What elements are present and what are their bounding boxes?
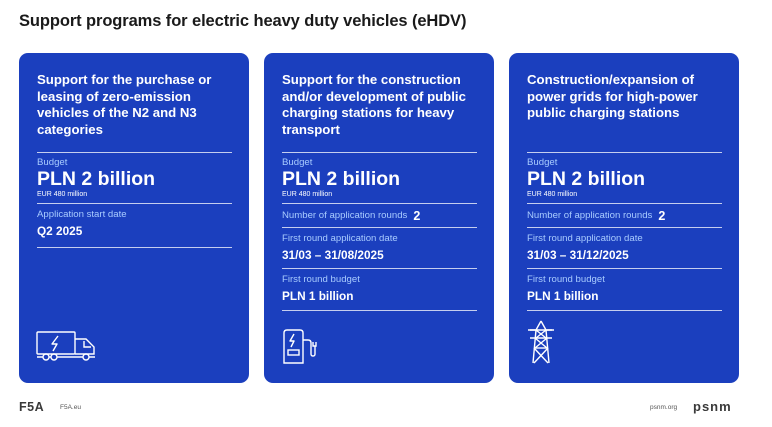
- budget-value: PLN 2 billion: [527, 168, 646, 190]
- first-round-budget-section: [527, 269, 722, 310]
- first-round-date-label: First round application date: [527, 233, 643, 244]
- budget-label: Budget: [527, 157, 558, 168]
- psnm-url-link[interactable]: psnm.org: [650, 404, 678, 411]
- program-card-power-grids: [509, 53, 739, 383]
- budget-value: PLN 2 billion: [37, 168, 156, 190]
- first-round-budget-value: PLN 1 billion: [527, 289, 599, 303]
- budget-value: PLN 2 billion: [282, 168, 401, 190]
- page-title: Support programs for electric heavy duty vehicles (eHDV): [19, 12, 467, 30]
- start-date-section: [37, 204, 232, 247]
- first-round-budget-section: [282, 269, 477, 310]
- budget-eur-value: EUR 480 million: [37, 191, 88, 198]
- f5a-url-link[interactable]: F5A.eu: [60, 404, 81, 411]
- budget-section: [527, 153, 722, 203]
- card-heading: Support for the purchase or leasing of zero-emission vehicles of the N2 and N3 categories: [37, 72, 212, 137]
- start-date-value: Q2 2025: [37, 224, 83, 238]
- budget-label: Budget: [282, 157, 313, 168]
- program-card-charging-stations: [264, 53, 494, 383]
- budget-label: Budget: [37, 157, 68, 168]
- first-round-budget-label: First round budget: [282, 274, 360, 285]
- divider: [282, 310, 477, 311]
- f5a-logo: F5A: [19, 400, 45, 414]
- divider: [527, 310, 722, 311]
- first-round-date-section: [527, 228, 722, 268]
- first-round-date-section: [282, 228, 477, 268]
- rounds-label: Number of application rounds: [282, 210, 408, 221]
- first-round-budget-label: First round budget: [527, 274, 605, 285]
- rounds-row: [527, 204, 722, 227]
- card-heading: Support for the construction and/or development of public charging stations for heavy transport: [282, 72, 466, 137]
- first-round-date-label: First round application date: [282, 233, 398, 244]
- charging-station-icon: [281, 328, 317, 369]
- budget-section: [37, 153, 232, 203]
- rounds-value: 2: [658, 209, 666, 223]
- start-date-label: Application start date: [37, 209, 127, 220]
- budget-eur-value: EUR 480 million: [527, 191, 578, 198]
- psnm-logo: psnm: [693, 399, 732, 414]
- first-round-date-value: 31/03 – 31/08/2025: [282, 248, 384, 262]
- program-card-vehicles: [19, 53, 249, 383]
- electric-truck-icon: [36, 330, 98, 369]
- budget-eur-value: EUR 480 million: [282, 191, 333, 198]
- first-round-budget-value: PLN 1 billion: [282, 289, 354, 303]
- divider: [37, 247, 232, 248]
- rounds-row: [282, 204, 477, 227]
- budget-section: [282, 153, 477, 203]
- power-pylon-icon: [526, 320, 556, 369]
- rounds-value: 2: [413, 209, 421, 223]
- first-round-date-value: 31/03 – 31/12/2025: [527, 248, 629, 262]
- rounds-label: Number of application rounds: [527, 210, 653, 221]
- card-heading: Construction/expansion of power grids for high-power public charging stations: [527, 72, 698, 120]
